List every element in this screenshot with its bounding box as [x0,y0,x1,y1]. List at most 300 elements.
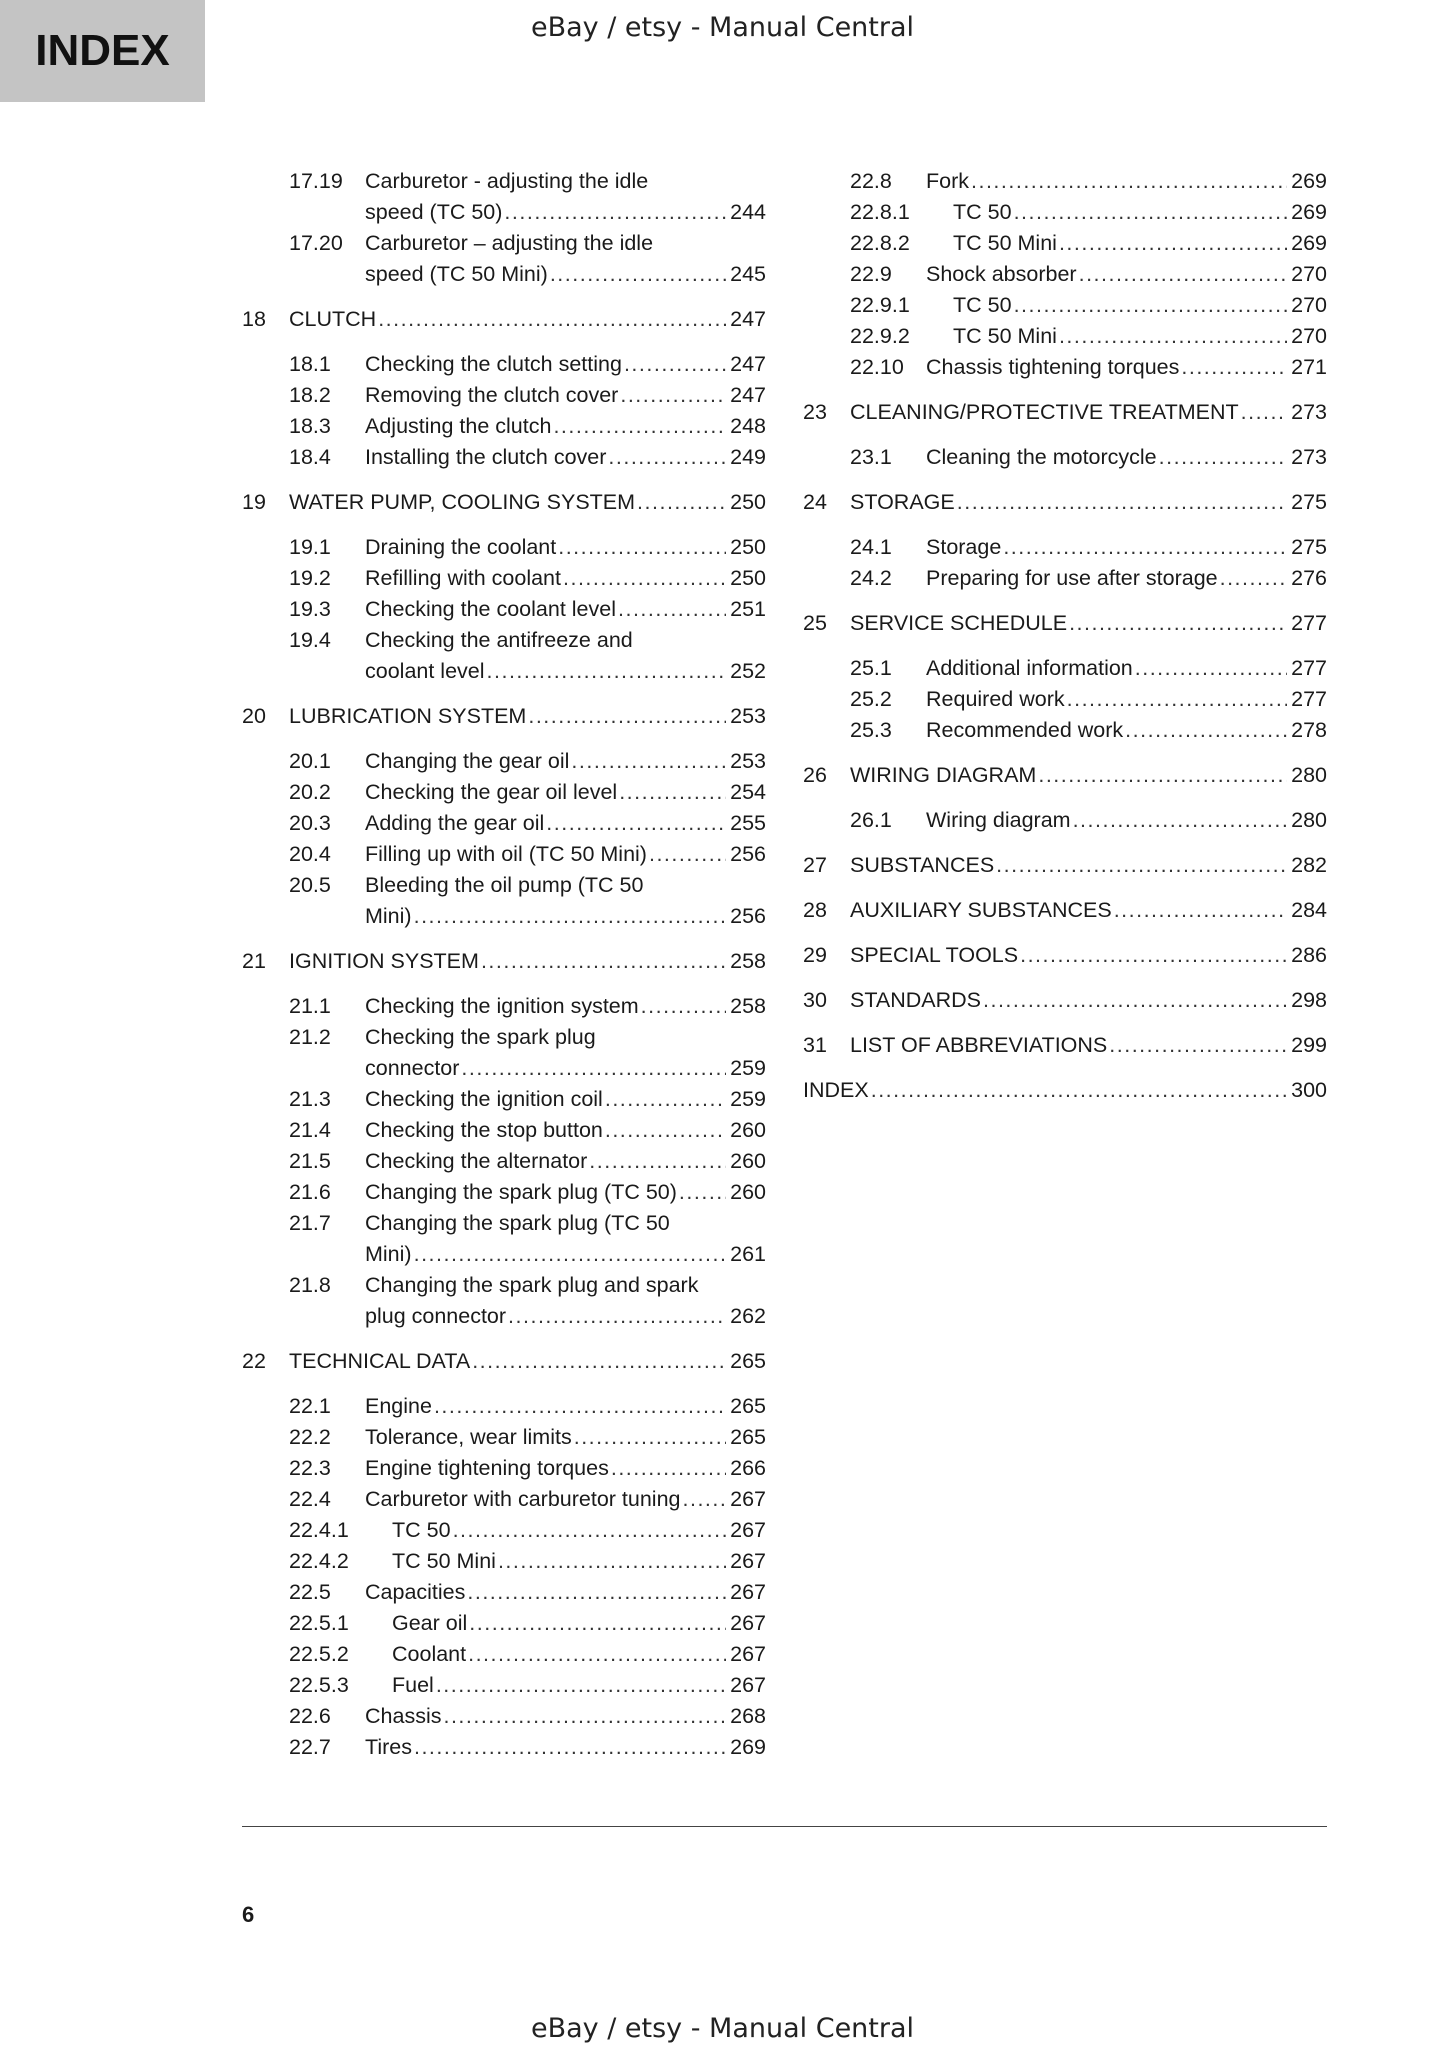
dot-leader [434,1391,726,1422]
toc-entry-text: AUXILIARY SUBSTANCES [850,898,1112,922]
toc-entry[interactable] [242,304,766,335]
toc-entry-line [365,1022,766,1053]
toc-entry-page: 250 [730,566,766,590]
toc-entry-text: Tolerance, wear limits [365,1425,572,1449]
toc-entry-line [392,1546,766,1577]
toc-entry-number: 22.7 [289,1735,331,1759]
toc-entry-number: 21.4 [289,1118,331,1142]
toc-entry-number: 22.5 [289,1580,331,1604]
dot-leader [1003,532,1287,563]
toc-entry-line [365,901,766,932]
toc-entry-text: Engine tightening torques [365,1456,609,1480]
toc-entry[interactable] [803,985,1327,1016]
toc-entry-page: 278 [1291,718,1327,742]
toc-entry-text: Changing the spark plug and spark [365,1273,699,1297]
toc-entry-number: 21.6 [289,1180,331,1204]
toc-entry[interactable] [242,991,766,1022]
toc-entry-line [365,1391,766,1422]
toc-entry-page: 249 [730,445,766,469]
toc-entry-line [392,1639,766,1670]
dot-leader [436,1670,726,1701]
toc-entry-text: INDEX [803,1078,869,1102]
toc-entry-number: 20.4 [289,842,331,866]
toc-entry-text: Mini) [365,1242,412,1266]
dot-leader [871,1075,1287,1106]
toc-entry[interactable] [803,259,1327,290]
toc-entry-title [392,1670,766,1701]
toc-entry[interactable] [803,850,1327,881]
toc-entry-title [926,259,1327,290]
toc-entry[interactable] [803,532,1327,563]
toc-entry-text: Carburetor – adjusting the idle [365,231,654,255]
toc-entry-number: 25.1 [850,656,892,680]
dot-leader [504,197,726,228]
dot-leader [414,1732,726,1763]
toc-entry-page: 277 [1291,656,1327,680]
toc-entry-number: 19.2 [289,566,331,590]
toc-entry-title [850,487,1327,518]
toc-entry-line [289,1346,766,1377]
toc-entry-number: 22.4 [289,1487,331,1511]
toc-entry[interactable] [803,442,1327,473]
toc-entry-line [365,1453,766,1484]
toc-entry[interactable] [242,487,766,518]
toc-entry-title [850,985,1327,1016]
toc-entry-page: 282 [1291,853,1327,877]
dot-leader [996,850,1287,881]
toc-entry-line [365,1270,766,1301]
toc-entry-text: Adding the gear oil [365,811,545,835]
toc-entry-page: 259 [730,1056,766,1080]
toc-entry-text: STANDARDS [850,988,982,1012]
toc-entry[interactable] [242,228,766,290]
toc-entry-title [365,1701,766,1732]
toc-entry-text: TC 50 [392,1518,451,1542]
toc-entry[interactable] [803,653,1327,684]
toc-entry-title [365,777,766,808]
dot-leader [1241,397,1287,428]
toc-entry-number: 24 [803,490,827,514]
toc-entry-title [953,228,1327,259]
toc-entry-text: TC 50 Mini [392,1549,496,1573]
toc-entry-page: 277 [1291,611,1327,635]
toc-entry-number: 22.9.1 [850,293,910,317]
dot-leader [957,487,1287,518]
toc-entry[interactable] [242,1146,766,1177]
toc-entry-number: 17.20 [289,231,343,255]
dot-leader [468,1639,726,1670]
dot-leader [378,304,726,335]
toc-entry-line [365,349,766,380]
toc-entry-text: Required work [926,687,1065,711]
dot-leader [605,1084,726,1115]
toc-entry[interactable] [803,760,1327,791]
toc-entry-page: 267 [730,1611,766,1635]
toc-entry[interactable] [242,1177,766,1208]
dot-leader [574,1422,726,1453]
toc-entry-number: 21.8 [289,1273,331,1297]
toc-entry-line [365,991,766,1022]
toc-entry-text: Refilling with coolant [365,566,561,590]
toc-entry-title [365,1422,766,1453]
toc-entry-page: 299 [1291,1033,1327,1057]
toc-entry-title [289,304,766,335]
dot-leader [1073,805,1288,836]
toc-entry-page: 269 [1291,169,1327,193]
toc-entry[interactable] [803,397,1327,428]
toc-entry-title [850,895,1327,926]
toc-entry-title [850,850,1327,881]
toc-entry-text: WATER PUMP, COOLING SYSTEM [289,490,636,514]
toc-entry-page: 273 [1291,400,1327,424]
dot-leader [1067,684,1288,715]
toc-entry-number: 21.7 [289,1211,331,1235]
toc-entry-text: TC 50 [953,200,1012,224]
toc-entry-text: Checking the spark plug [365,1025,596,1049]
toc-entry[interactable] [242,946,766,977]
dot-leader [443,1701,726,1732]
toc-entry[interactable] [803,608,1327,639]
toc-entry-page: 259 [730,1087,766,1111]
toc-entry[interactable] [803,197,1327,228]
toc-entry[interactable] [803,805,1327,836]
toc-entry-page: 267 [730,1487,766,1511]
toc-entry-page: 252 [730,659,766,683]
toc-entry-text: Checking the ignition coil [365,1087,603,1111]
toc-entry-number: 20.3 [289,811,331,835]
toc-entry-number: 28 [803,898,827,922]
toc-entry[interactable] [242,532,766,563]
toc-entry[interactable] [242,870,766,932]
dot-leader [983,985,1287,1016]
toc-entry-page: 268 [730,1704,766,1728]
dot-leader [461,1053,726,1084]
toc-entry-page: 266 [730,1456,766,1480]
header-watermark: eBay / etsy - Manual Central [530,12,915,43]
toc-entry-text: coolant level [365,659,485,683]
toc-entry-number: 22.1 [289,1394,331,1418]
toc-entry-number: 26.1 [850,808,892,832]
toc-entry-page: 280 [1291,763,1327,787]
toc-entry[interactable] [242,839,766,870]
toc-entry-title [365,1391,766,1422]
toc-entry-line [365,1177,766,1208]
dot-leader [453,1515,727,1546]
dot-leader [1159,442,1287,473]
toc-entry[interactable] [803,321,1327,352]
toc-entry-title [365,1484,766,1515]
toc-entry-title [365,228,766,290]
toc-entry-line [850,397,1327,428]
toc-entry-page: 267 [730,1673,766,1697]
toc-entry[interactable] [803,228,1327,259]
toc-entry-title [365,1084,766,1115]
toc-entry[interactable] [803,487,1327,518]
toc-entry-page: 247 [730,383,766,407]
toc-entry-text: Checking the coolant level [365,597,616,621]
toc-entry-number: 22.4.2 [289,1549,349,1573]
toc-entry[interactable] [242,1577,766,1608]
toc-entry[interactable] [242,1515,766,1546]
toc-entry-line [850,895,1327,926]
toc-entry-page: 260 [730,1118,766,1142]
toc-entry-line [365,594,766,625]
toc-entry-page: 256 [730,904,766,928]
toc-entry-number: 18.3 [289,414,331,438]
toc-entry-page: 271 [1291,355,1327,379]
toc-entry[interactable] [803,895,1327,926]
toc-entry-title [365,1115,766,1146]
toc-entry[interactable] [242,166,766,228]
toc-entry-number: 25.2 [850,687,892,711]
dot-leader [620,380,726,411]
toc-entry[interactable] [803,715,1327,746]
toc-entry-text: LUBRICATION SYSTEM [289,704,527,728]
toc-entry-text: Draining the coolant [365,535,557,559]
toc-entry-text: Recommended work [926,718,1124,742]
toc-entry-line [392,1608,766,1639]
toc-entry-text: connector [365,1056,460,1080]
toc-entry-number: 22 [242,1349,266,1373]
toc-entry-title [850,940,1327,971]
toc-entry-text: SUBSTANCES [850,853,995,877]
toc-entry-line [926,259,1327,290]
toc-entry[interactable] [242,1453,766,1484]
toc-entry-title [803,1075,1327,1106]
toc-entry-line [953,228,1327,259]
dot-leader [1069,608,1287,639]
toc-entry[interactable] [242,1346,766,1377]
dot-leader [624,349,726,380]
toc-entry-page: 260 [730,1149,766,1173]
toc-entry-title [926,563,1327,594]
toc-entry-title [365,1208,766,1270]
toc-entry-number: 22.8.1 [850,200,910,224]
dot-leader [1038,760,1287,791]
toc-entry-number: 22.5.1 [289,1611,349,1635]
toc-entry-page: 284 [1291,898,1327,922]
toc-entry-line [289,701,766,732]
toc-entry-page: 247 [730,352,766,376]
toc-entry[interactable] [242,1022,766,1084]
toc-entry[interactable] [242,1391,766,1422]
dot-leader [558,532,726,563]
toc-entry[interactable] [242,1270,766,1332]
toc-entry-title [365,746,766,777]
toc-entry-text: TC 50 Mini [953,231,1057,255]
toc-entry-text: Preparing for use after storage [926,566,1218,590]
toc-entry[interactable] [803,563,1327,594]
toc-entry-text: Gear oil [392,1611,468,1635]
toc-entry-number: 20 [242,704,266,728]
toc-entry[interactable] [242,625,766,687]
dot-leader [1125,715,1287,746]
toc-entry[interactable] [242,380,766,411]
toc-entry[interactable] [242,777,766,808]
toc-entry-title [926,715,1327,746]
toc-entry[interactable] [242,1546,766,1577]
toc-entry-line [850,1030,1327,1061]
toc-entry-line [926,805,1327,836]
toc-entry-line [365,1053,766,1084]
toc-entry[interactable] [242,1084,766,1115]
toc-entry[interactable] [803,166,1327,197]
toc-entry-text: TC 50 [953,293,1012,317]
toc-entry-title [365,625,766,687]
toc-entry-text: Checking the gear oil level [365,780,618,804]
toc-entry-page: 256 [730,842,766,866]
toc-entry-line [365,1146,766,1177]
toc-entry-page: 267 [730,1580,766,1604]
toc-entry-number: 19.1 [289,535,331,559]
dot-leader [550,259,726,290]
toc-entry-title [392,1639,766,1670]
dot-leader [649,839,726,870]
toc-entry-title [365,380,766,411]
toc-entry-number: 17.19 [289,169,343,193]
toc-entry-line [289,487,766,518]
toc-entry-text: speed (TC 50 Mini) [365,262,548,286]
toc-entry-text: Installing the clutch cover [365,445,607,469]
toc-entry-page: 261 [730,1242,766,1266]
dot-leader [1135,653,1287,684]
toc-entry-line [289,304,766,335]
toc-column-left [242,166,766,1763]
toc-entry[interactable] [242,1608,766,1639]
toc-entry[interactable] [242,1208,766,1270]
toc-entry-page: 273 [1291,445,1327,469]
toc-entry-page: 250 [730,490,766,514]
toc-entry[interactable] [242,349,766,380]
toc-entry[interactable] [242,442,766,473]
toc-entry-number: 20.1 [289,749,331,773]
toc-entry-title [365,594,766,625]
toc-entry-number: 22.9 [850,262,892,286]
toc-entry[interactable] [242,411,766,442]
toc-entry-page: 265 [730,1425,766,1449]
toc-entry-page: 247 [730,307,766,331]
toc-entry-page: 269 [1291,231,1327,255]
toc-entry-line [926,166,1327,197]
toc-entry-page: 300 [1291,1078,1327,1102]
toc-entry-page: 286 [1291,943,1327,967]
toc-entry[interactable] [242,1701,766,1732]
dot-leader [467,1577,726,1608]
toc-entry-line [365,870,766,901]
dot-leader [589,1146,726,1177]
toc-entry-number: 21.3 [289,1087,331,1111]
toc-entry[interactable] [242,594,766,625]
toc-entry[interactable] [242,746,766,777]
toc-entry[interactable] [803,684,1327,715]
toc-entry-text: Capacities [365,1580,466,1604]
toc-entry-text: Shock absorber [926,262,1077,286]
toc-entry-line [926,442,1327,473]
toc-entry-page: 251 [730,597,766,621]
toc-entry-title [289,487,766,518]
toc-entry-text: Checking the ignition system [365,994,639,1018]
toc-entry-text: Carburetor with carburetor tuning [365,1487,681,1511]
toc-entry[interactable] [242,1732,766,1763]
toc-entry-title [365,1022,766,1084]
toc-entry-title [289,701,766,732]
toc-entry-number: 19.4 [289,628,331,652]
dot-leader [1079,259,1288,290]
toc-entry-number: 22.3 [289,1456,331,1480]
toc-entry-line [365,777,766,808]
toc-entry[interactable] [242,701,766,732]
dot-leader [1059,228,1287,259]
toc-entry-line [365,532,766,563]
toc-entry-line [365,1115,766,1146]
toc-entry-page: 276 [1291,566,1327,590]
toc-entry-title [850,397,1327,428]
toc-entry-title [392,1546,766,1577]
toc-entry-page: 265 [730,1349,766,1373]
dot-leader [508,1301,726,1332]
toc-entry-title [365,839,766,870]
toc-entry-text: Chassis [365,1704,442,1728]
toc-entry[interactable] [803,940,1327,971]
toc-entry-number: 18.4 [289,445,331,469]
toc-entry-text: LIST OF ABBREVIATIONS [850,1033,1108,1057]
dot-leader [414,901,727,932]
toc-entry[interactable] [803,1030,1327,1061]
toc-entry[interactable] [242,1484,766,1515]
toc-entry[interactable] [242,1115,766,1146]
toc-entry-page: 265 [730,1394,766,1418]
toc-entry[interactable] [242,1422,766,1453]
dot-leader [1181,352,1287,383]
toc-entry-title [392,1608,766,1639]
toc-entry[interactable] [803,1075,1327,1106]
toc-entry-page: 298 [1291,988,1327,1012]
toc-entry-title [850,760,1327,791]
toc-entry-page: 277 [1291,687,1327,711]
toc-entry-page: 255 [730,811,766,835]
toc-entry-line [926,653,1327,684]
toc-entry-text: SERVICE SCHEDULE [850,611,1068,635]
toc-entry-title [953,321,1327,352]
toc-entry-number: 19 [242,490,266,514]
dot-leader [469,1608,726,1639]
toc-entry[interactable] [242,563,766,594]
toc-entry-number: 19.3 [289,597,331,621]
toc-entry-number: 21 [242,949,266,973]
toc-entry-page: 250 [730,535,766,559]
toc-entry-line [365,1484,766,1515]
toc-entry[interactable] [242,808,766,839]
toc-entry[interactable] [803,352,1327,383]
dot-leader [619,777,726,808]
toc-entry[interactable] [242,1639,766,1670]
dot-leader [498,1546,726,1577]
toc-entry-text: Checking the alternator [365,1149,588,1173]
toc-entry-page: 262 [730,1304,766,1328]
toc-entry-page: 269 [730,1735,766,1759]
toc-entry[interactable] [242,1670,766,1701]
toc-entry-line [850,985,1327,1016]
toc-entry[interactable] [803,290,1327,321]
toc-entry-number: 22.5.2 [289,1642,349,1666]
toc-entry-number: 30 [803,988,827,1012]
toc-entry-line [850,608,1327,639]
toc-entry-page: 258 [730,949,766,973]
dot-leader [608,442,726,473]
toc-entry-page: 253 [730,749,766,773]
toc-entry-text: Changing the gear oil [365,749,570,773]
toc-entry-line [850,850,1327,881]
